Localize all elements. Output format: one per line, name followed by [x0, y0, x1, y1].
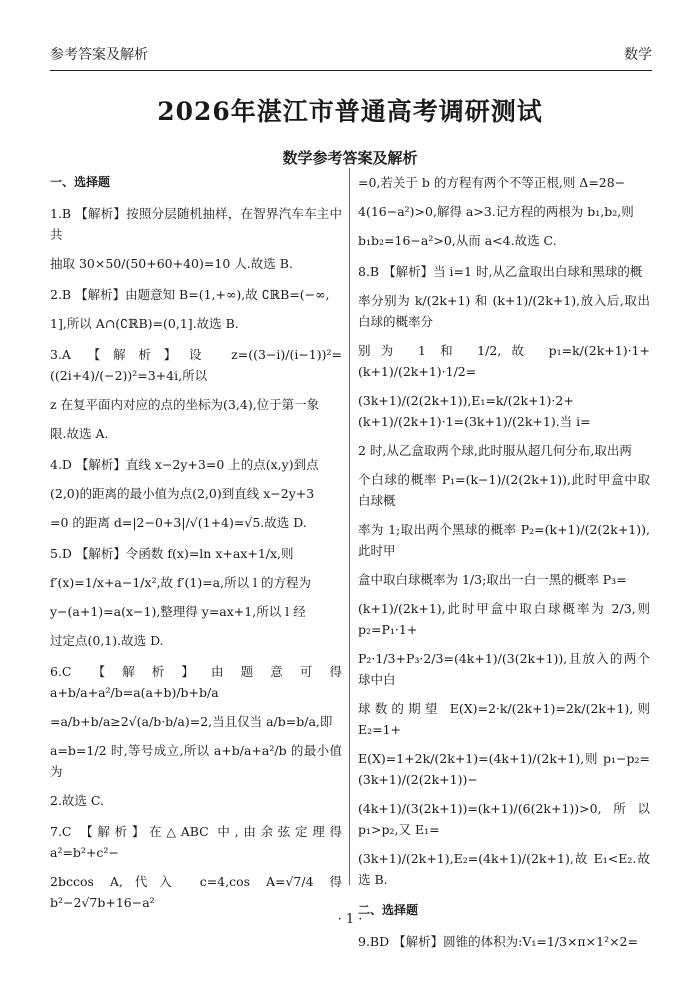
answer-line: f′(x)=1/x+a−1/x²,故 f′(1)=a,所以 l 的方程为	[50, 575, 312, 590]
answer-line: 球数的期望 E(X)=2·k/(2k+1)=2k/(2k+1),则 E₂=1+	[358, 701, 650, 737]
header-rule	[50, 70, 652, 71]
left-answer-2	[50, 284, 342, 334]
header-left: 参考答案及解析	[50, 47, 148, 63]
answer-line: b₁b₂=16−a²>0,从而 a<4.故选 C.	[358, 233, 557, 248]
answer-line: =0,若关于 b 的方程有两个不等正根,则 Δ=28−	[358, 175, 626, 190]
answer-line: 1.B 【解析】按照分层随机抽样，在智界汽车车主中共	[50, 206, 342, 242]
answer-line: 盒中取白球概率为 1/3;取出一白一黑的概率 P₃=	[358, 572, 627, 587]
section-heading-multi: 二、选择题	[358, 903, 419, 917]
answer-line: 2.B 【解析】由题意知 B=(1,+∞),故 ∁ℝB=(−∞,	[50, 287, 330, 302]
answer-line: P₂·1/3+P₃·2/3=(4k+1)/(3(2k+1)),且放入的两个球中白	[358, 651, 650, 687]
answer-line: 4(16−a²)>0,解得 a>3.记方程的两根为 b₁,b₂,则	[358, 204, 634, 219]
column-divider	[349, 168, 350, 885]
right-extra-answer-1	[358, 931, 650, 952]
left-answer-7	[50, 821, 342, 913]
answer-line: 过定点(0,1).故选 D.	[50, 633, 164, 648]
answer-line: E(X)=1+2k/(2k+1)=(4k+1)/(2k+1),则 p₁−p₂=(3k+1)/(2(2k+1))−	[358, 751, 650, 787]
answer-line: a=b=1/2 时,等号成立,所以 a+b/a+a²/b 的最小值为	[50, 743, 342, 779]
right-questions-2	[358, 931, 650, 952]
section-heading-choice: 一、选择题	[50, 175, 111, 189]
right-column	[358, 172, 650, 962]
answer-line: z 在复平面内对应的点的坐标为(3,4),位于第一象	[50, 397, 320, 412]
answer-line: 4.D 【解析】直线 x−2y+3=0 上的点(x,y)到点	[50, 457, 319, 472]
answer-line: 限.故选 A.	[50, 426, 109, 441]
left-questions	[50, 203, 342, 913]
answer-line: (k+1)/(2k+1),此时甲盒中取白球概率为 2/3,则 p₂=P₁·1+	[358, 601, 650, 637]
left-column	[50, 172, 342, 923]
answer-line: 8.B 【解析】当 i=1 时,从乙盒取出白球和黑球的概	[358, 264, 643, 279]
answer-line: 9.BD 【解析】圆锥的体积为:V₁=1/3×π×1²×2=	[358, 934, 638, 949]
left-answer-6	[50, 661, 342, 811]
right-answer-2	[358, 261, 650, 890]
header-right: 数学	[624, 47, 652, 63]
answer-line: 2 时,从乙盒取两个球,此时服从超几何分布,取出两	[358, 443, 632, 458]
answer-line: 7.C 【解析】在△ABC 中,由余弦定理得 a²=b²+c²−	[50, 824, 342, 860]
answer-line: 率为 1;取出两个黑球的概率 P₂=(k+1)/(2(2k+1)),此时甲	[358, 522, 650, 558]
page-title: 2026年湛江市普通高考调研测试	[157, 97, 543, 126]
right-answer-1	[358, 172, 650, 251]
answer-line: 5.D 【解析】令函数 f(x)=ln x+ax+1/x,则	[50, 546, 294, 561]
left-answer-4	[50, 454, 342, 533]
left-answer-1	[50, 203, 342, 274]
answer-line: =a/b+b/a≥2√(a/b·b/a)=2,当且仅当 a/b=b/a,即	[50, 714, 333, 729]
right-questions	[358, 172, 650, 890]
page-number: · 1 ·	[337, 912, 363, 927]
left-answer-3	[50, 344, 342, 444]
answer-line: y−(a+1)=a(x−1),整理得 y=ax+1,所以 l 经	[50, 604, 306, 619]
answer-line: (4k+1)/(3(2k+1))=(k+1)/(6(2k+1))>0,所以 p₁>p₂,又 E₁=	[358, 801, 650, 837]
answer-line: (2,0)的距离的最小值为点(2,0)到直线 x−2y+3	[50, 486, 315, 501]
page-subtitle: 数学参考答案及解析	[282, 149, 418, 167]
answer-line: 6.C 【解析】由题意可得 a+b/a+a²/b=a(a+b)/b+b/a	[50, 664, 342, 700]
answer-line: 率分别为 k/(2k+1) 和 (k+1)/(2k+1),放入后,取出白球的概率分	[358, 293, 650, 329]
left-answer-5	[50, 543, 342, 651]
answer-line: 2.故选 C.	[50, 793, 104, 808]
answer-line: (3k+1)/(2k+1),E₂=(4k+1)/(2k+1),故 E₁<E₂.故选 B.	[358, 851, 650, 887]
answer-line: 2bccos A,代入 c=4,cos A=√7/4 得 b²−2√7b+16−a²	[50, 874, 342, 910]
answer-line: 1],所以 A∩(∁ℝB)=(0,1].故选 B.	[50, 316, 239, 331]
answer-line: 个白球的概率 P₁=(k−1)/(2(2k+1)),此时甲盒中取白球概	[358, 472, 650, 508]
answer-line: (3k+1)/(2(2k+1)),E₁=k/(2k+1)·2+(k+1)/(2k+1)·1=(3k+1)/(2k+1).当 i=	[358, 393, 591, 429]
answer-line: =0 的距离 d=|2−0+3|/√(1+4)=√5.故选 D.	[50, 515, 307, 530]
answer-line: 抽取 30×50/(50+60+40)=10 人.故选 B.	[50, 256, 293, 271]
answer-line: 别为 1 和 1/2,故 p₁=k/(2k+1)·1+(k+1)/(2k+1)·1/2=	[358, 343, 650, 379]
answer-line: 3.A 【解析】设 z=((3−i)/(i−1))²=((2i+4)/(−2))²=3+4i,所以	[50, 347, 342, 383]
